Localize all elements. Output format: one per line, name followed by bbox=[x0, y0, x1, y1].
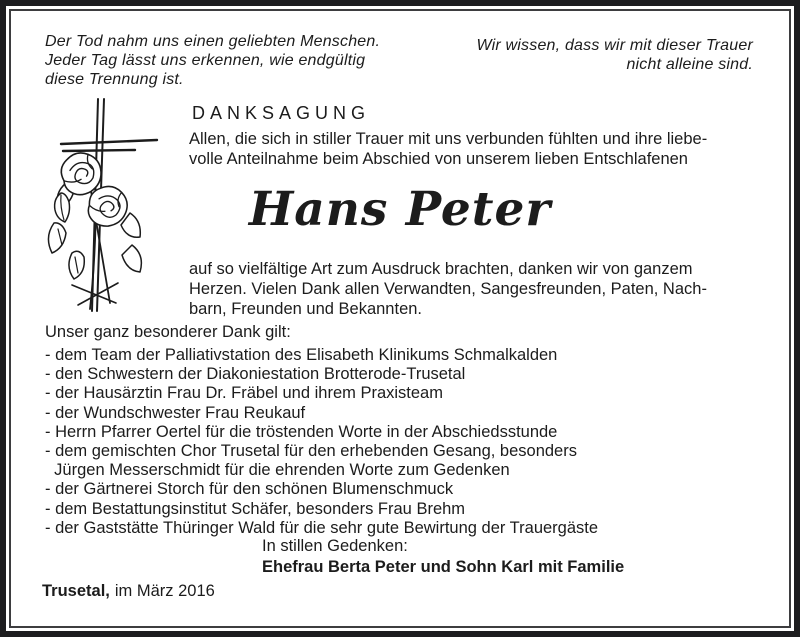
list-item: - der Wundschwester Frau Reukauf bbox=[45, 403, 306, 422]
dateline bbox=[42, 582, 215, 601]
epigraph-right-line: nicht alleine sind. bbox=[626, 56, 753, 73]
list-item: - der Gärtnerei Storch für den schönen Blumenschmuck bbox=[45, 480, 454, 499]
list-item: Jürgen Messerschmidt für die ehrenden Worte zum Gedenken bbox=[45, 461, 510, 480]
epigraph-left-line: Jeder Tag lässt uns erkennen, wie endgültig bbox=[45, 52, 366, 69]
list-item: - den Schwestern der Diakoniestation Brotterode-Trusetal bbox=[45, 365, 466, 384]
list-item: - Herrn Pfarrer Oertel für die tröstenden Worte in der Abschiedsstunde bbox=[45, 422, 558, 441]
list-item: - der Gaststätte Thüringer Wald für die sehr gute Bewirtung der Trauergäste bbox=[45, 518, 599, 537]
epigraph-left-line: diese Trennung ist. bbox=[45, 71, 184, 88]
list-item: - dem Team der Palliativstation des Elisabeth Klinikums Schmalkalden bbox=[45, 346, 558, 364]
epigraph-left-line: Der Tod nahm uns einen geliebten Menschen. bbox=[45, 33, 381, 50]
list-item: - dem Bestattungsinstitut Schäfer, besonders Frau Brehm bbox=[45, 499, 466, 518]
epigraph-right-line: Wir wissen, dass wir mit dieser Trauer bbox=[476, 37, 753, 54]
family-signature: Ehefrau Berta Peter und Sohn Karl mit Familie bbox=[262, 558, 625, 576]
epigraph-left bbox=[45, 32, 380, 89]
place-name: Trusetal, bbox=[42, 582, 110, 600]
closing-lead: In stillen Gedenken: bbox=[262, 537, 408, 555]
thanks-line: auf so vielfältige Art zum Ausdruck brachten, danken wir von ganzem bbox=[189, 260, 693, 278]
thanks-line: Herzen. Vielen Dank allen Verwandten, Sangesfreunden, Paten, Nach- bbox=[189, 280, 707, 298]
intro-line: Allen, die sich in stiller Trauer mit uns verbunden fühlten und ihre liebe- bbox=[189, 130, 708, 148]
danksagung-heading: DANKSAGUNG bbox=[192, 103, 371, 123]
list-item: - der Hausärztin Frau Dr. Fräbel und ihrem Praxisteam bbox=[45, 384, 443, 403]
epigraph-right bbox=[476, 36, 753, 74]
list-item: - dem gemischten Chor Trusetal für den erhebenden Gesang, besonders bbox=[45, 442, 577, 461]
intro-line: volle Anteilnahme beim Abschied von unserem lieben Entschlafenen bbox=[189, 149, 688, 168]
date-text: im März 2016 bbox=[114, 582, 215, 600]
intro-text bbox=[189, 130, 707, 169]
special-thanks-title: Unser ganz besonderer Dank gilt: bbox=[45, 323, 291, 341]
thanks-line: barn, Freunden und Bekannten. bbox=[189, 300, 423, 318]
special-thanks-list bbox=[45, 346, 598, 538]
thanks-text bbox=[189, 259, 707, 319]
deceased-name: Hans Peter bbox=[248, 182, 552, 237]
